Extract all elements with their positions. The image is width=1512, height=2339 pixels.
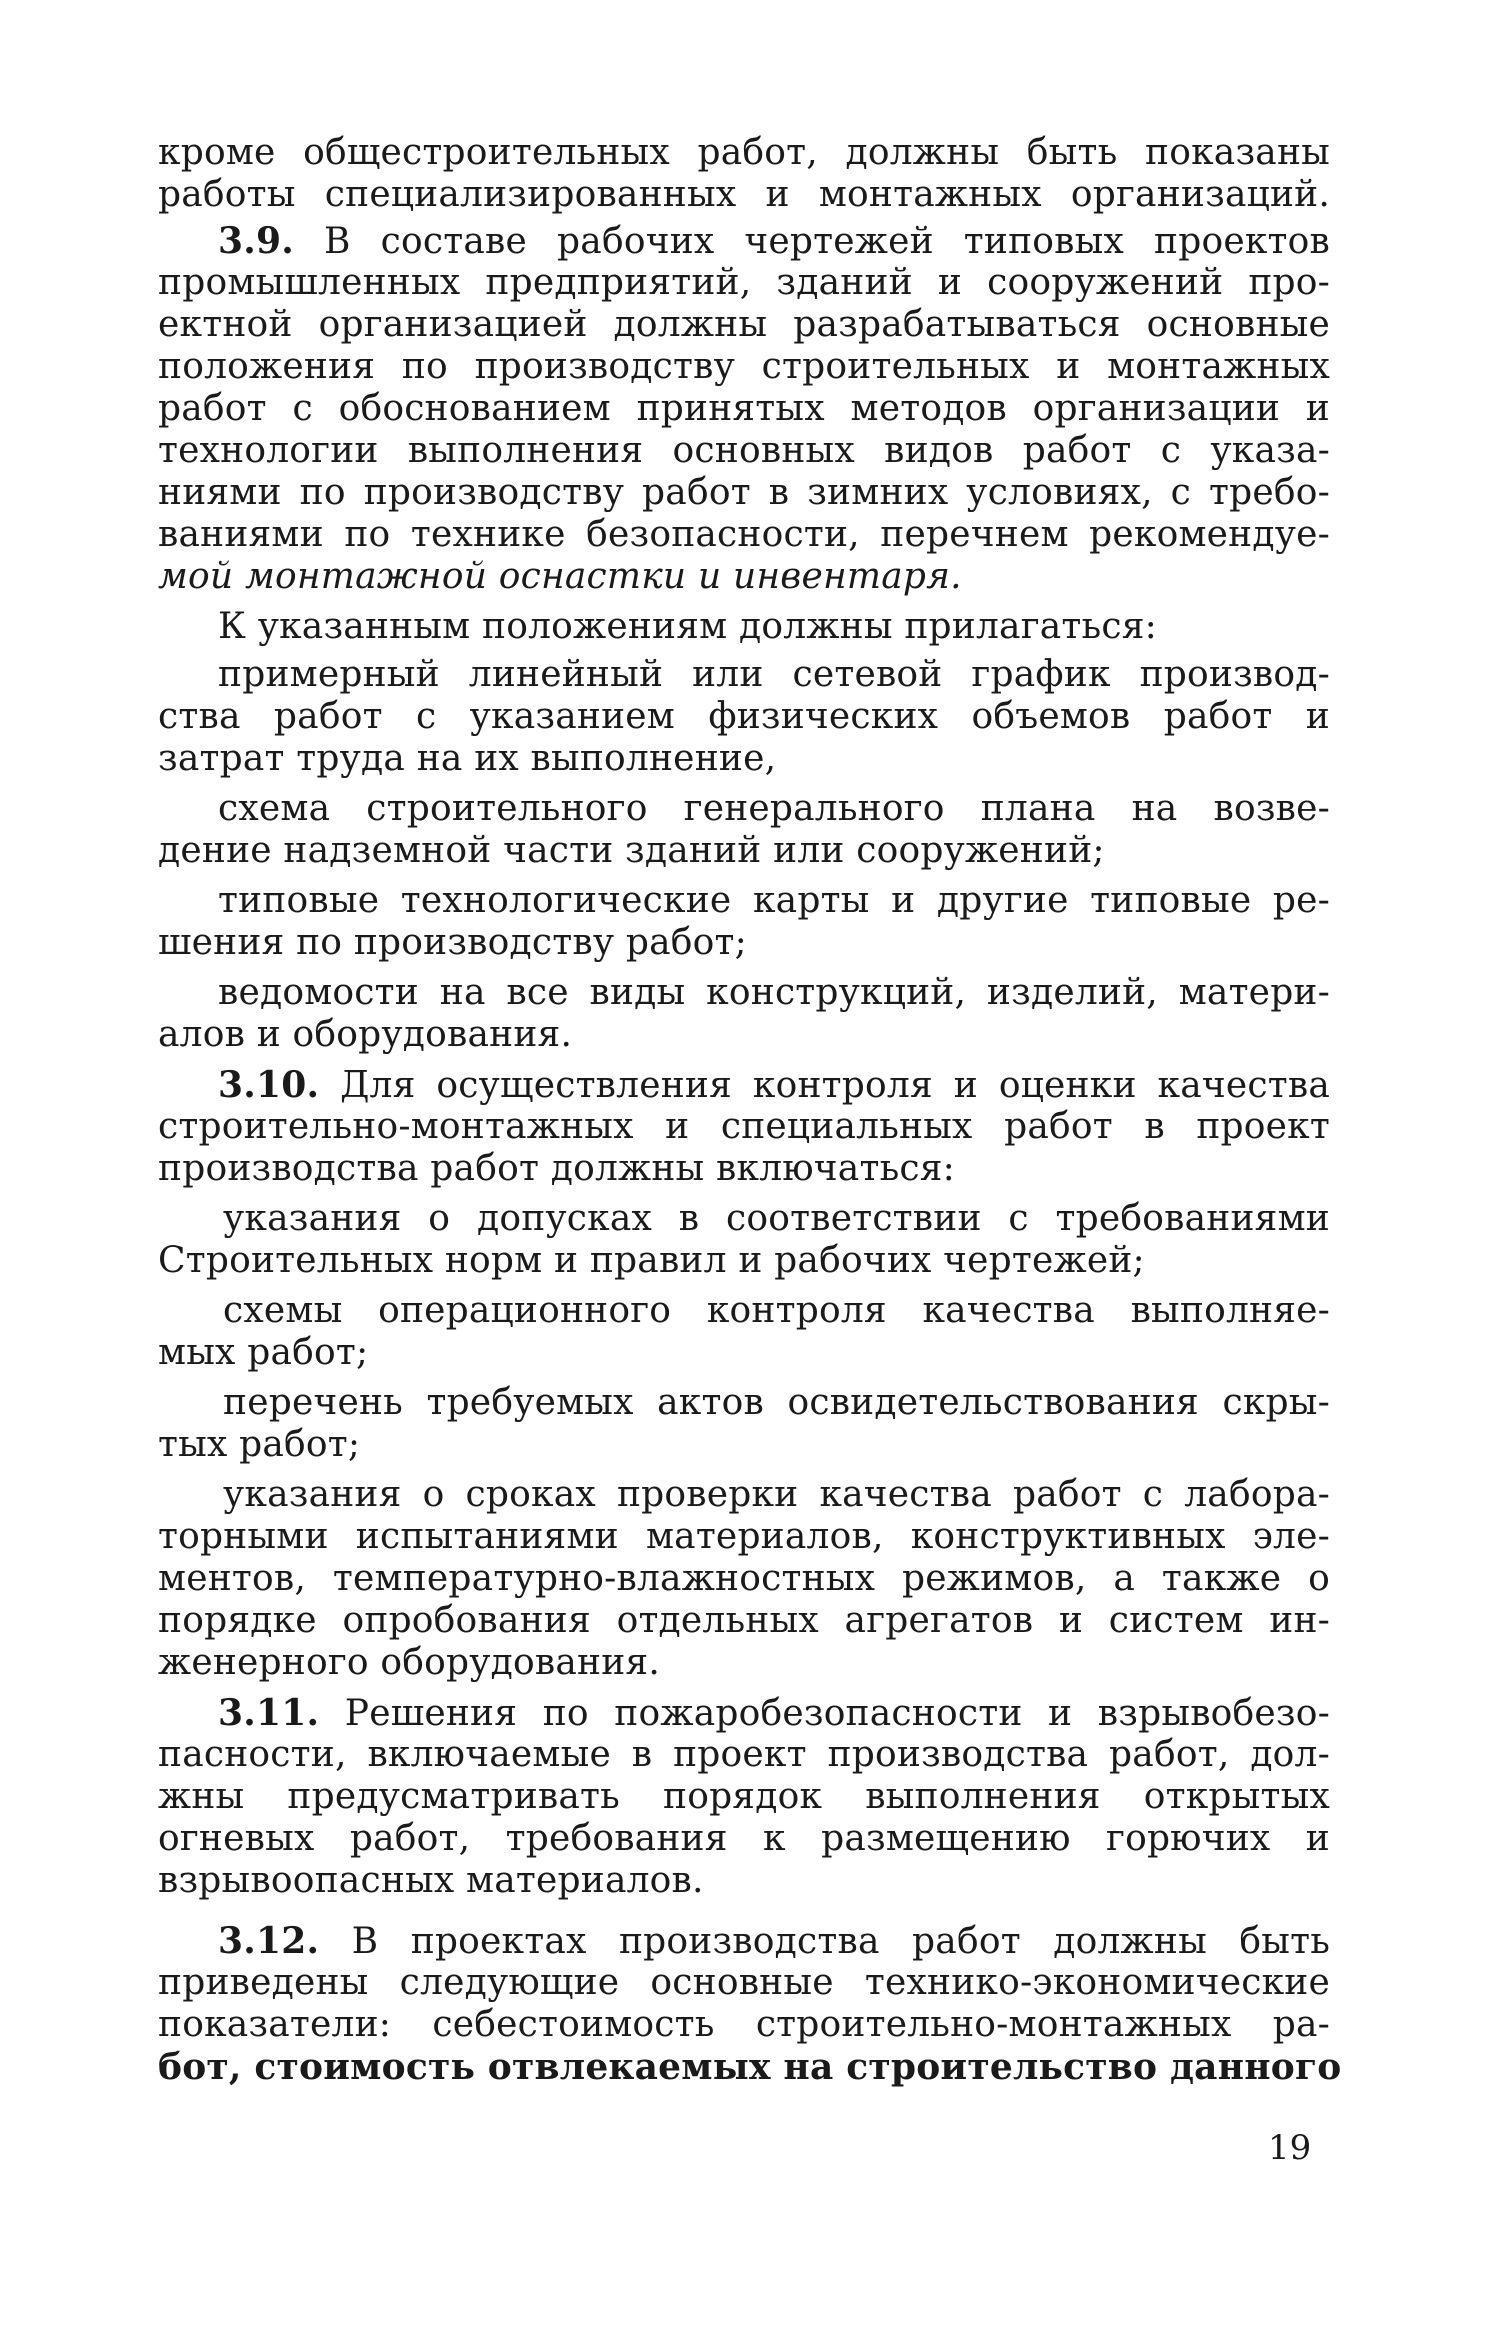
text-line: затрат труда на их выполнение, [158,738,777,779]
document-page [158,130,1342,2330]
text-line: ниями по производству работ в зимних условиях, с требо- [158,472,1330,513]
list-item-line: схема строительного генерального плана на возве- [218,788,1330,829]
text-line: К указанным положениям должны прилагаться: [218,606,1157,647]
text-line: мых работ; [158,1332,369,1373]
text-line: жны предусматривать порядок выполнения открытых [158,1776,1330,1817]
section-3-9-first-line [218,218,1330,264]
text-line: Строительных норм и правил и рабочих чертежей; [158,1240,1145,1281]
list-item-line: примерный линейный или сетевой график производ- [218,654,1330,695]
text-line: работы специализированных и монтажных организаций. [158,174,1330,215]
text-line: ства работ с указанием физических объемов работ и [158,696,1330,737]
text-line: пасности, включаемые в проект производства работ, дол- [158,1734,1330,1775]
text-line: женерного оборудования. [158,1642,660,1683]
page-number: 19 [1268,2128,1312,2168]
list-item-line: ведомости на все виды конструкций, изделий, матери- [218,972,1330,1013]
text-line: технологии выполнения основных видов работ с указа- [158,430,1330,471]
text-line: бот, стоимость отвлекаемых на строительство данного [158,2046,1342,2088]
section-number: 3.11. [218,1692,320,1734]
text-line: В составе рабочих чертежей типовых проектов [324,221,1330,262]
section-3-12-first-line [218,1918,1330,1964]
text-line: тых работ; [158,1424,361,1465]
text-line: Для осуществления контроля и оценки качества [340,1065,1330,1106]
text-line: взрывоопасных материалов. [158,1860,704,1901]
text-line: порядке опробования отдельных агрегатов и систем ин- [158,1600,1330,1641]
text-line: торными испытаниями материалов, конструктивных эле- [158,1516,1330,1557]
text-line: кроме общестроительных работ, должны быть показаны [158,132,1330,173]
text-line: Решения по пожаробезопасности и взрывобезо- [344,1693,1330,1734]
section-number: 3.10. [218,1064,320,1106]
list-item-line: указания о допусках в соответствии с требованиями [223,1198,1330,1239]
text-line: положения по производству строительных и монтажных [158,346,1330,387]
list-item-line: типовые технологические карты и другие типовые ре- [218,880,1330,921]
section-number: 3.9. [218,220,294,262]
text-line: производства работ должны включаться: [158,1148,955,1189]
text-line: шения по производству работ; [158,922,747,963]
text-line: огневых работ, требования к размещению горючих и [158,1818,1330,1859]
list-item-line: перечень требуемых актов освидетельствования скры- [223,1382,1330,1423]
list-item-line: схемы операционного контроля качества выполняе- [223,1290,1330,1331]
text-line: ектной организацией должны разрабатываться основные [158,304,1330,345]
text-line: алов и оборудования. [158,1014,573,1055]
text-line: дение надземной части зданий или сооружений; [158,830,1105,871]
section-number: 3.12. [218,1920,320,1962]
text-line: В проектах производства работ должны быть [351,1921,1330,1962]
section-3-10-first-line [218,1062,1330,1108]
text-line: строительно-монтажных и специальных работ в проект [158,1106,1330,1147]
text-line: мой монтажной оснастки и инвентаря. [158,556,962,597]
text-line: показатели: себестоимость строительно-монтажных ра- [158,2004,1330,2045]
section-3-11-first-line [218,1690,1330,1736]
text-line: работ с обоснованием принятых методов организации и [158,388,1330,429]
list-item-line: указания о сроках проверки качества работ с лабора- [223,1474,1330,1515]
text-line: ваниями по технике безопасности, перечнем рекомендуе- [158,514,1330,555]
text-line: приведены следующие основные технико-экономические [158,1962,1330,2003]
text-line: промышленных предприятий, зданий и сооружений про- [158,262,1330,303]
text-line: ментов, температурно-влажностных режимов, а также о [158,1558,1330,1599]
